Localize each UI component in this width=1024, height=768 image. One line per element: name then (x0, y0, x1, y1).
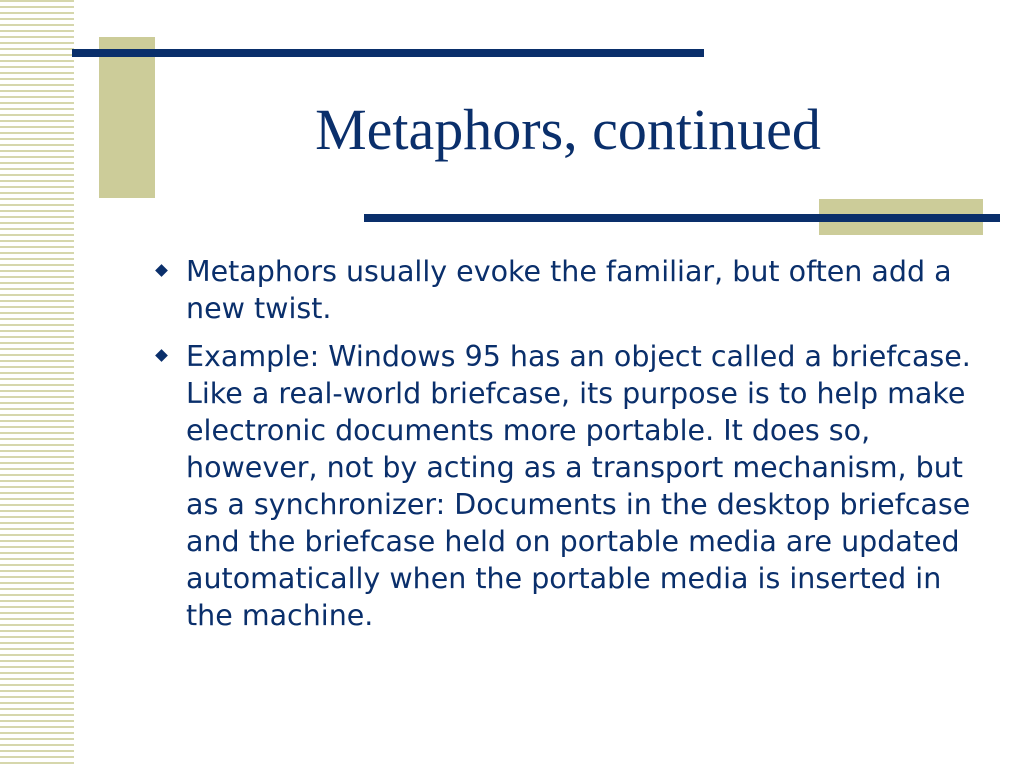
title-rule-top (72, 49, 704, 57)
diamond-bullet-icon (155, 264, 168, 277)
title-rule-bottom (364, 214, 1000, 222)
bullet-item (155, 253, 985, 327)
slide-title: Metaphors, continued (315, 97, 821, 162)
bullet-text: Example: Windows 95 has an object called a briefcase. Like a real-world briefcase, its purpose is to help make electronic documents more portable. It does so, however, not by acting as a transport mechanism, but as a synchronizer: Documents in the desktop briefcase and the briefcase held on portable media are updated automatically when the portable media is inserted in the machine. (186, 340, 971, 632)
decorative-block-top (99, 37, 155, 198)
bullet-list (155, 253, 985, 645)
bullet-item (155, 338, 985, 634)
decorative-stripes (0, 0, 74, 768)
bullet-text: Metaphors usually evoke the familiar, but often add a new twist. (186, 255, 952, 325)
diamond-bullet-icon (155, 349, 168, 362)
